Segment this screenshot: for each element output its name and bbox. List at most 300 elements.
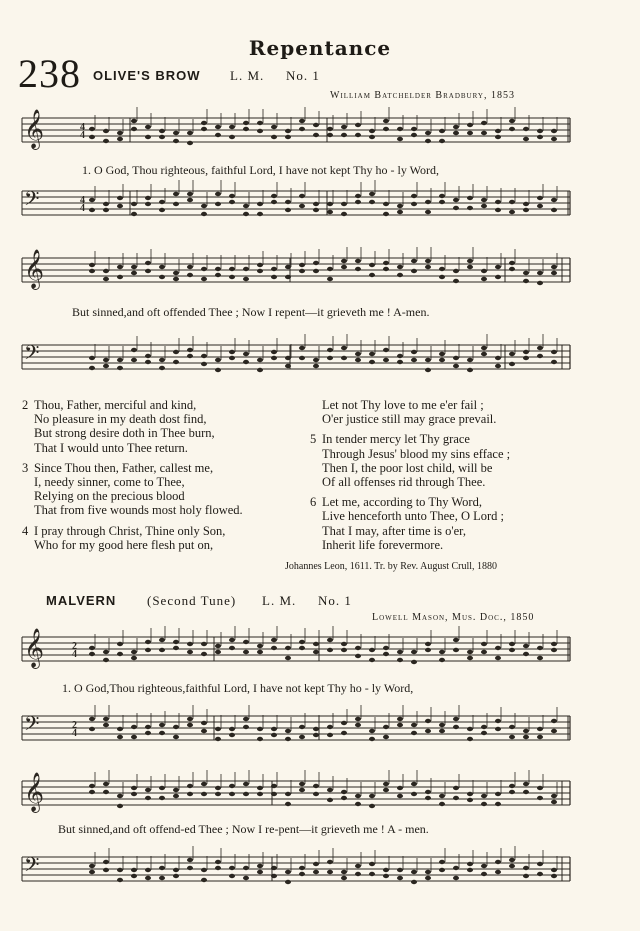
note-head [341, 125, 347, 129]
note-head [397, 204, 403, 208]
note-head [425, 210, 431, 214]
note-head [117, 358, 123, 362]
note-head [131, 271, 137, 275]
note-head [117, 794, 123, 798]
note-head [425, 358, 431, 362]
verse-line: But strong desire doth in Thee burn, [34, 426, 215, 441]
note-head [215, 727, 221, 731]
note-head [551, 198, 557, 202]
note-head [411, 792, 417, 796]
note-head [481, 269, 487, 273]
note-head [215, 650, 221, 654]
note-head [383, 874, 389, 878]
note-head [159, 876, 165, 880]
note-head [495, 727, 501, 731]
tune-number: No. 1 [318, 593, 352, 608]
note-head [397, 137, 403, 141]
note-head [481, 872, 487, 876]
note-head [383, 358, 389, 362]
note-head [439, 267, 445, 271]
note-head [369, 360, 375, 364]
note-head [173, 360, 179, 364]
note-head [425, 719, 431, 723]
note-head [509, 352, 515, 356]
note-head [299, 346, 305, 350]
verse-line: That from five wounds most holy flowed. [34, 503, 243, 518]
note-head [509, 210, 515, 214]
note-head [425, 200, 431, 204]
note-head [145, 202, 151, 206]
note-head [271, 200, 277, 204]
note-head [369, 804, 375, 808]
note-head [131, 650, 137, 654]
note-head [341, 346, 347, 350]
note-head [509, 261, 515, 265]
note-head [425, 368, 431, 372]
note-head [439, 729, 445, 733]
note-head [453, 364, 459, 368]
note-head [453, 786, 459, 790]
note-head [103, 269, 109, 273]
note-head [327, 788, 333, 792]
note-head [425, 648, 431, 652]
note-head [509, 725, 515, 729]
note-head [103, 650, 109, 654]
tune-name: MALVERN [46, 593, 117, 608]
note-head [229, 135, 235, 139]
note-head [243, 866, 249, 870]
note-head [103, 782, 109, 786]
note-head [537, 354, 543, 358]
tune-name: OLIVE'S BROW [93, 68, 201, 83]
note-head [271, 135, 277, 139]
note-head [537, 646, 543, 650]
note-head [467, 650, 473, 654]
note-head [89, 127, 95, 131]
note-head [243, 876, 249, 880]
note-head [341, 259, 347, 263]
note-head [467, 656, 473, 660]
note-head [439, 129, 445, 133]
note-head [145, 261, 151, 265]
note-head [369, 658, 375, 662]
note-head [271, 125, 277, 129]
note-head [257, 202, 263, 206]
note-head [229, 784, 235, 788]
bass-clef: 𝄢 [24, 853, 40, 881]
note-head [369, 737, 375, 741]
note-head [369, 648, 375, 652]
note-head [453, 206, 459, 210]
note-head [495, 364, 501, 368]
note-head [187, 348, 193, 352]
note-head [271, 194, 277, 198]
note-head [299, 204, 305, 208]
note-head [411, 880, 417, 884]
note-head [201, 277, 207, 281]
note-head [187, 866, 193, 870]
treble-clef: 𝄞 [24, 772, 45, 812]
note-head [257, 737, 263, 741]
note-head [257, 870, 263, 874]
note-head [145, 648, 151, 652]
note-head [243, 277, 249, 281]
note-head [103, 208, 109, 212]
note-head [481, 864, 487, 868]
note-head [481, 277, 487, 281]
lyrics-line-1: 1. O God,Thou righteous,faithful Lord, I have not kept Thy ho - ly Word, [62, 681, 414, 695]
note-head [439, 658, 445, 662]
note-head [117, 131, 123, 135]
note-head [299, 872, 305, 876]
note-head [117, 878, 123, 882]
note-head [341, 212, 347, 216]
note-head [159, 358, 165, 362]
note-head [229, 275, 235, 279]
note-head [341, 731, 347, 735]
note-head [537, 862, 543, 866]
note-head [481, 121, 487, 125]
note-head [173, 868, 179, 872]
note-head [229, 200, 235, 204]
note-head [411, 782, 417, 786]
note-head [103, 364, 109, 368]
note-head [173, 874, 179, 878]
note-head [495, 656, 501, 660]
note-head [453, 279, 459, 283]
note-head [285, 129, 291, 133]
note-head [467, 265, 473, 269]
verses-right [310, 398, 590, 552]
note-head [523, 644, 529, 648]
note-head [341, 790, 347, 794]
note-head [313, 792, 319, 796]
note-head [173, 139, 179, 143]
note-head [131, 868, 137, 872]
time-signature: 2 [72, 641, 77, 652]
note-head [173, 271, 179, 275]
note-head [243, 121, 249, 125]
note-head [551, 350, 557, 354]
bass-clef: 𝄢 [24, 341, 40, 369]
note-head [523, 729, 529, 733]
note-head [257, 269, 263, 273]
note-head [369, 862, 375, 866]
note-head [453, 356, 459, 360]
bass-clef: 𝄢 [24, 187, 40, 215]
time-signature: 4 [80, 195, 85, 206]
note-head [201, 721, 207, 725]
tune-number: No. 1 [286, 68, 320, 83]
note-head [425, 265, 431, 269]
note-head [467, 131, 473, 135]
note-head [481, 198, 487, 202]
note-head [215, 737, 221, 741]
note-head [243, 782, 249, 786]
note-head [131, 792, 137, 796]
note-head [523, 137, 529, 141]
note-head [117, 727, 123, 731]
note-head [243, 352, 249, 356]
note-head [537, 204, 543, 208]
note-head [411, 133, 417, 137]
verse-line: Thou, Father, merciful and kind, [34, 398, 197, 412]
note-head [355, 352, 361, 356]
note-head [257, 121, 263, 125]
note-head [355, 646, 361, 650]
note-head [257, 644, 263, 648]
note-head [453, 876, 459, 880]
note-head [341, 876, 347, 880]
note-head [383, 267, 389, 271]
note-head [215, 125, 221, 129]
note-head [369, 263, 375, 267]
note-head [327, 648, 333, 652]
treble-clef: 𝄞 [24, 628, 45, 668]
note-head [131, 735, 137, 739]
note-head [411, 259, 417, 263]
note-head [425, 870, 431, 874]
note-head [159, 366, 165, 370]
note-head [551, 271, 557, 275]
note-head [215, 192, 221, 196]
note-head [523, 350, 529, 354]
note-head [467, 727, 473, 731]
note-head [327, 133, 333, 137]
note-head [229, 194, 235, 198]
note-head [243, 725, 249, 729]
note-head [313, 133, 319, 137]
note-head [537, 135, 543, 139]
note-head [103, 717, 109, 721]
note-head [495, 719, 501, 723]
treble-clef: 𝄞 [24, 249, 45, 289]
note-head [145, 135, 151, 139]
note-head [299, 725, 305, 729]
note-head [229, 356, 235, 360]
note-head [145, 796, 151, 800]
note-head [467, 862, 473, 866]
note-head [215, 202, 221, 206]
note-head [285, 802, 291, 806]
note-head [397, 868, 403, 872]
note-head [551, 868, 557, 872]
note-head [313, 202, 319, 206]
note-head [299, 640, 305, 644]
note-head [117, 265, 123, 269]
note-head [173, 788, 179, 792]
note-head [131, 119, 137, 123]
note-head [453, 131, 459, 135]
note-head [285, 880, 291, 884]
note-head [439, 868, 445, 872]
note-head [313, 208, 319, 212]
note-head [523, 874, 529, 878]
note-head [383, 212, 389, 216]
note-head [383, 119, 389, 123]
note-head [285, 737, 291, 741]
note-head [103, 860, 109, 864]
note-head [187, 192, 193, 196]
note-head [159, 200, 165, 204]
note-head [327, 277, 333, 281]
verse-line: Relying on the precious blood [34, 489, 185, 504]
note-head [341, 356, 347, 360]
note-head [89, 208, 95, 212]
verse-line: Live henceforth unto Thee, O Lord ; [322, 509, 505, 524]
note-head [537, 727, 543, 731]
note-head [229, 350, 235, 354]
note-head [159, 129, 165, 133]
verse-line: Inherit life forevermore. [322, 537, 444, 552]
note-head [299, 119, 305, 123]
note-head [187, 265, 193, 269]
note-head [369, 273, 375, 277]
verse-line: No pleasure in my death dost find, [34, 412, 207, 427]
note-head [215, 786, 221, 790]
note-head [523, 356, 529, 360]
note-head [411, 127, 417, 131]
note-head [271, 646, 277, 650]
note-head [383, 868, 389, 872]
note-head [481, 802, 487, 806]
note-head [313, 650, 319, 654]
note-head [383, 127, 389, 131]
verse-line: I, needy sinner, come to Thee, [34, 475, 185, 490]
note-head [481, 131, 487, 135]
note-head [397, 876, 403, 880]
note-head [159, 265, 165, 269]
note-head [159, 796, 165, 800]
note-head [355, 654, 361, 658]
note-head [341, 648, 347, 652]
note-head [271, 350, 277, 354]
note-head [243, 212, 249, 216]
note-head [173, 725, 179, 729]
note-head [509, 790, 515, 794]
tune-subtitle: (Second Tune) [147, 593, 237, 608]
note-head [439, 194, 445, 198]
note-head [243, 717, 249, 721]
note-head [369, 135, 375, 139]
note-head [439, 275, 445, 279]
time-signature: 4 [72, 649, 77, 660]
note-head [411, 269, 417, 273]
note-head [383, 735, 389, 739]
note-head [313, 364, 319, 368]
note-head [495, 792, 501, 796]
note-head [187, 723, 193, 727]
note-head [313, 733, 319, 737]
note-head [257, 358, 263, 362]
note-head [509, 864, 515, 868]
note-head [453, 638, 459, 642]
note-head [215, 368, 221, 372]
note-head [509, 642, 515, 646]
note-head [187, 642, 193, 646]
note-head [327, 870, 333, 874]
note-head [103, 868, 109, 872]
note-head [145, 360, 151, 364]
note-head [145, 731, 151, 735]
note-head [215, 644, 221, 648]
note-head [103, 790, 109, 794]
note-head [89, 784, 95, 788]
note-head [257, 792, 263, 796]
note-head [285, 364, 291, 368]
note-head [131, 725, 137, 729]
note-head [243, 640, 249, 644]
note-head [551, 719, 557, 723]
note-head [89, 356, 95, 360]
note-head [271, 866, 277, 870]
note-head [425, 259, 431, 263]
note-head [327, 733, 333, 737]
note-head [537, 735, 543, 739]
note-head [411, 358, 417, 362]
note-head [229, 866, 235, 870]
note-head [117, 275, 123, 279]
note-head [117, 735, 123, 739]
note-head [509, 267, 515, 271]
note-head [509, 362, 515, 366]
note-head [467, 737, 473, 741]
note-head [327, 798, 333, 802]
note-head [187, 273, 193, 277]
note-head [313, 123, 319, 127]
verse-number: 6 [310, 495, 317, 510]
note-head [481, 346, 487, 350]
note-head [327, 638, 333, 642]
note-head [89, 263, 95, 267]
note-head [229, 646, 235, 650]
note-head [313, 870, 319, 874]
note-head [495, 802, 501, 806]
note-head [481, 642, 487, 646]
note-head [131, 786, 137, 790]
note-head [313, 269, 319, 273]
note-head [383, 348, 389, 352]
translation-credit: Johannes Leon, 1611. Tr. by Rev. August Crull, 1880 [285, 561, 498, 572]
note-head [369, 352, 375, 356]
note-head [537, 129, 543, 133]
note-head [355, 794, 361, 798]
note-head [467, 868, 473, 872]
note-head [397, 273, 403, 277]
note-head [411, 870, 417, 874]
note-head [173, 202, 179, 206]
note-head [523, 866, 529, 870]
note-head [215, 792, 221, 796]
verse-line: Of all offenses rid through Thee. [322, 475, 486, 490]
note-head [117, 652, 123, 656]
note-head [131, 212, 137, 216]
note-head [369, 872, 375, 876]
note-head [271, 638, 277, 642]
note-head [229, 727, 235, 731]
note-head [173, 192, 179, 196]
note-head [89, 198, 95, 202]
verse-line: O'er justice still may grace prevail. [322, 412, 497, 427]
note-head [341, 721, 347, 725]
note-head [453, 648, 459, 652]
note-head [327, 348, 333, 352]
note-head [355, 259, 361, 263]
note-head [537, 656, 543, 660]
note-head [509, 119, 515, 123]
note-head [411, 723, 417, 727]
note-head [173, 640, 179, 644]
